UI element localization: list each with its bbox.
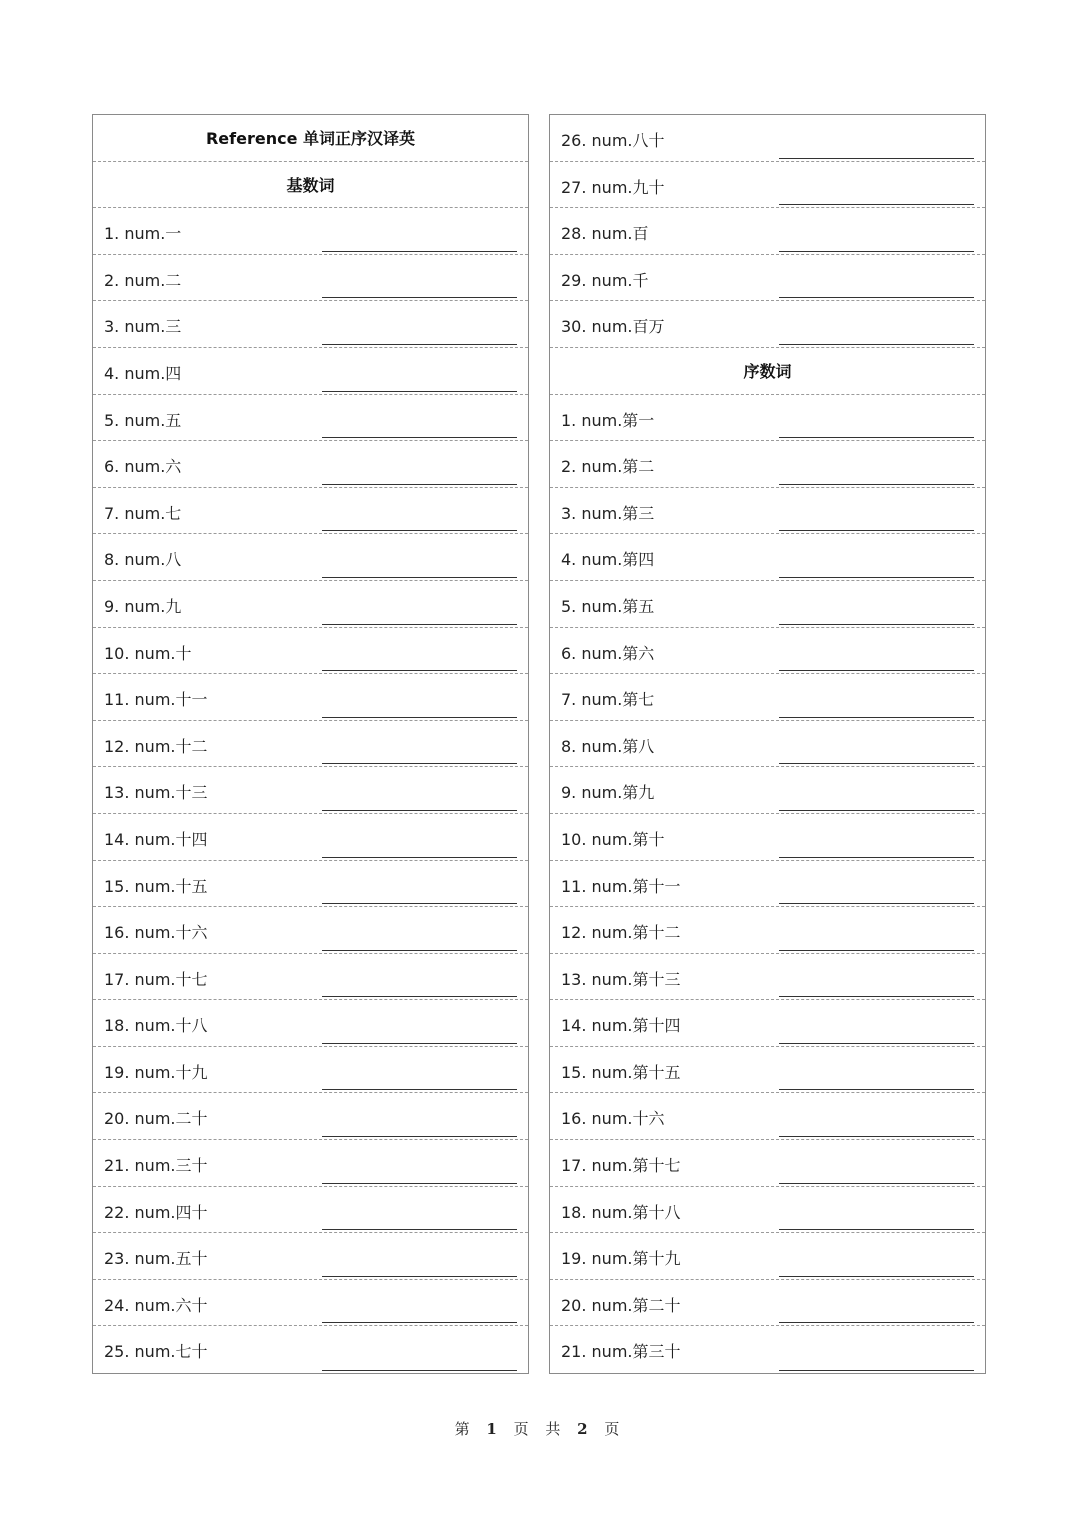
vocab-prompt: 27. num.九十	[561, 177, 665, 197]
section-header: 序数词	[550, 348, 985, 395]
vocab-row	[93, 1047, 528, 1094]
answer-blank-line[interactable]	[322, 437, 517, 438]
vocab-prompt: 17. num.十七	[104, 969, 208, 989]
answer-blank-line[interactable]	[322, 1229, 517, 1230]
answer-blank-line[interactable]	[322, 577, 517, 578]
vocab-row	[93, 395, 528, 442]
answer-blank-line[interactable]	[322, 670, 517, 671]
vocab-row	[93, 954, 528, 1001]
answer-blank-line[interactable]	[322, 530, 517, 531]
vocab-prompt: 22. num.四十	[104, 1202, 208, 1222]
answer-blank-line[interactable]	[779, 903, 974, 904]
current-page-number: 1	[486, 1420, 503, 1438]
answer-blank-line[interactable]	[779, 484, 974, 485]
vocab-prompt: 20. num.第二十	[561, 1295, 681, 1315]
vocab-row	[550, 395, 985, 442]
vocab-prompt: 19. num.第十九	[561, 1249, 681, 1269]
vocab-row	[93, 767, 528, 814]
answer-blank-line[interactable]	[779, 763, 974, 764]
vocab-prompt: 13. num.第十三	[561, 969, 681, 989]
vocab-row	[550, 441, 985, 488]
vocab-prompt: 4. num.第四	[561, 550, 655, 570]
vocab-row	[550, 301, 985, 348]
vocab-row	[93, 348, 528, 395]
vocab-row	[93, 814, 528, 861]
vocab-prompt: 19. num.十九	[104, 1062, 208, 1082]
answer-blank-line[interactable]	[322, 903, 517, 904]
vocab-row	[93, 861, 528, 908]
vocab-prompt: 8. num.第八	[561, 736, 655, 756]
answer-blank-line[interactable]	[322, 1183, 517, 1184]
total-page-number: 2	[577, 1420, 594, 1438]
vocab-row	[550, 814, 985, 861]
answer-blank-line[interactable]	[779, 1183, 974, 1184]
vocab-prompt: 10. num.十	[104, 643, 192, 663]
vocab-row	[93, 441, 528, 488]
answer-blank-line[interactable]	[779, 1229, 974, 1230]
vocab-row	[550, 162, 985, 209]
left-column	[92, 114, 529, 1374]
answer-blank-line[interactable]	[779, 577, 974, 578]
answer-blank-line[interactable]	[322, 950, 517, 951]
right-column	[549, 114, 986, 1374]
vocab-prompt: 29. num.千	[561, 270, 649, 290]
vocab-row	[550, 1000, 985, 1047]
vocab-row	[550, 255, 985, 302]
answer-blank-line[interactable]	[779, 670, 974, 671]
section-header: Reference 单词正序汉译英	[93, 115, 528, 162]
vocab-row	[93, 1000, 528, 1047]
answer-blank-line[interactable]	[322, 810, 517, 811]
vocab-row	[550, 1187, 985, 1234]
vocab-row	[550, 1140, 985, 1187]
answer-blank-line[interactable]	[322, 1370, 517, 1371]
vocab-row	[93, 581, 528, 628]
vocab-prompt: 23. num.五十	[104, 1249, 208, 1269]
vocab-prompt: 8. num.八	[104, 550, 182, 570]
vocab-prompt: 4. num.四	[104, 363, 182, 383]
answer-blank-line[interactable]	[779, 297, 974, 298]
answer-blank-line[interactable]	[779, 950, 974, 951]
vocab-prompt: 6. num.六	[104, 457, 182, 477]
vocab-row	[550, 907, 985, 954]
vocab-row	[93, 1187, 528, 1234]
answer-blank-line[interactable]	[779, 530, 974, 531]
vocab-prompt: 14. num.十四	[104, 829, 208, 849]
vocab-prompt: 15. num.第十五	[561, 1062, 681, 1082]
vocab-row	[550, 1093, 985, 1140]
vocab-row	[550, 581, 985, 628]
vocab-prompt: 15. num.十五	[104, 876, 208, 896]
vocab-row	[550, 721, 985, 768]
vocab-prompt: 18. num.十八	[104, 1016, 208, 1036]
footer-prefix: 第	[454, 1420, 476, 1438]
vocab-row	[550, 767, 985, 814]
answer-blank-line[interactable]	[322, 391, 517, 392]
answer-blank-line[interactable]	[322, 1089, 517, 1090]
section-header: 基数词	[93, 162, 528, 209]
answer-blank-line[interactable]	[322, 344, 517, 345]
vocab-row	[93, 534, 528, 581]
vocab-prompt: 12. num.十二	[104, 736, 208, 756]
vocab-prompt: 3. num.第三	[561, 503, 655, 523]
vocab-prompt: 21. num.三十	[104, 1156, 208, 1176]
vocab-prompt: 7. num.第七	[561, 690, 655, 710]
vocab-prompt: 5. num.第五	[561, 596, 655, 616]
vocab-row	[550, 1326, 985, 1373]
vocab-row	[93, 674, 528, 721]
answer-blank-line[interactable]	[779, 1322, 974, 1323]
vocab-prompt: 21. num.第三十	[561, 1342, 681, 1362]
vocab-prompt: 9. num.第九	[561, 783, 655, 803]
answer-blank-line[interactable]	[779, 204, 974, 205]
vocab-prompt: 20. num.二十	[104, 1109, 208, 1129]
vocab-prompt: 3. num.三	[104, 317, 182, 337]
vocab-prompt: 17. num.第十七	[561, 1156, 681, 1176]
vocab-row	[550, 1233, 985, 1280]
vocab-row	[550, 1047, 985, 1094]
vocab-row	[93, 208, 528, 255]
vocab-prompt: 25. num.七十	[104, 1342, 208, 1362]
answer-blank-line[interactable]	[779, 1136, 974, 1137]
vocab-prompt: 16. num.十六	[561, 1109, 665, 1129]
vocab-prompt: 11. num.第十一	[561, 876, 681, 896]
vocab-prompt: 12. num.第十二	[561, 923, 681, 943]
vocab-row	[550, 628, 985, 675]
answer-blank-line[interactable]	[322, 717, 517, 718]
vocab-prompt: 24. num.六十	[104, 1295, 208, 1315]
answer-blank-line[interactable]	[779, 996, 974, 997]
vocab-row	[550, 115, 985, 162]
answer-blank-line[interactable]	[779, 1370, 974, 1371]
answer-blank-line[interactable]	[322, 624, 517, 625]
answer-blank-line[interactable]	[322, 1276, 517, 1277]
vocab-prompt: 28. num.百	[561, 224, 649, 244]
vocab-prompt: 6. num.第六	[561, 643, 655, 663]
answer-blank-line[interactable]	[779, 158, 974, 159]
vocab-prompt: 1. num.第一	[561, 410, 655, 430]
page-footer	[0, 1418, 1080, 1439]
answer-blank-line[interactable]	[779, 717, 974, 718]
vocab-prompt: 1. num.一	[104, 224, 182, 244]
vocab-row	[93, 628, 528, 675]
answer-blank-line[interactable]	[322, 484, 517, 485]
vocab-row	[550, 1280, 985, 1327]
answer-blank-line[interactable]	[779, 1276, 974, 1277]
vocab-row	[550, 674, 985, 721]
vocab-row	[550, 208, 985, 255]
answer-blank-line[interactable]	[322, 297, 517, 298]
answer-blank-line[interactable]	[322, 251, 517, 252]
vocab-prompt: 14. num.第十四	[561, 1016, 681, 1036]
vocab-prompt: 2. num.第二	[561, 457, 655, 477]
vocab-prompt: 16. num.十六	[104, 923, 208, 943]
vocab-row	[93, 1326, 528, 1373]
answer-blank-line[interactable]	[779, 251, 974, 252]
answer-blank-line[interactable]	[779, 344, 974, 345]
vocab-prompt: 13. num.十三	[104, 783, 208, 803]
vocab-prompt: 18. num.第十八	[561, 1202, 681, 1222]
vocab-prompt: 26. num.八十	[561, 131, 665, 150]
vocab-row	[93, 721, 528, 768]
vocab-row	[93, 1280, 528, 1327]
answer-blank-line[interactable]	[322, 1136, 517, 1137]
footer-mid: 页 共	[513, 1420, 567, 1438]
vocab-row	[550, 954, 985, 1001]
vocab-row	[93, 1140, 528, 1187]
vocab-prompt: 10. num.第十	[561, 829, 665, 849]
answer-blank-line[interactable]	[322, 996, 517, 997]
answer-blank-line[interactable]	[322, 1043, 517, 1044]
vocab-prompt: 5. num.五	[104, 410, 182, 430]
vocab-row	[93, 1233, 528, 1280]
vocab-row	[550, 488, 985, 535]
answer-blank-line[interactable]	[779, 857, 974, 858]
vocab-row	[550, 861, 985, 908]
vocab-row	[93, 1093, 528, 1140]
vocab-row	[550, 534, 985, 581]
vocab-row	[93, 488, 528, 535]
answer-blank-line[interactable]	[322, 1322, 517, 1323]
vocab-row	[93, 255, 528, 302]
answer-blank-line[interactable]	[779, 810, 974, 811]
footer-suffix: 页	[604, 1420, 626, 1438]
answer-blank-line[interactable]	[779, 437, 974, 438]
vocab-prompt: 30. num.百万	[561, 317, 665, 337]
answer-blank-line[interactable]	[779, 1089, 974, 1090]
vocab-prompt: 9. num.九	[104, 596, 182, 616]
vocab-prompt: 7. num.七	[104, 503, 182, 523]
answer-blank-line[interactable]	[779, 1043, 974, 1044]
vocab-row	[93, 301, 528, 348]
vocab-row	[93, 907, 528, 954]
vocab-prompt: 2. num.二	[104, 270, 182, 290]
answer-blank-line[interactable]	[779, 624, 974, 625]
vocab-prompt: 11. num.十一	[104, 690, 208, 710]
answer-blank-line[interactable]	[322, 763, 517, 764]
answer-blank-line[interactable]	[322, 857, 517, 858]
